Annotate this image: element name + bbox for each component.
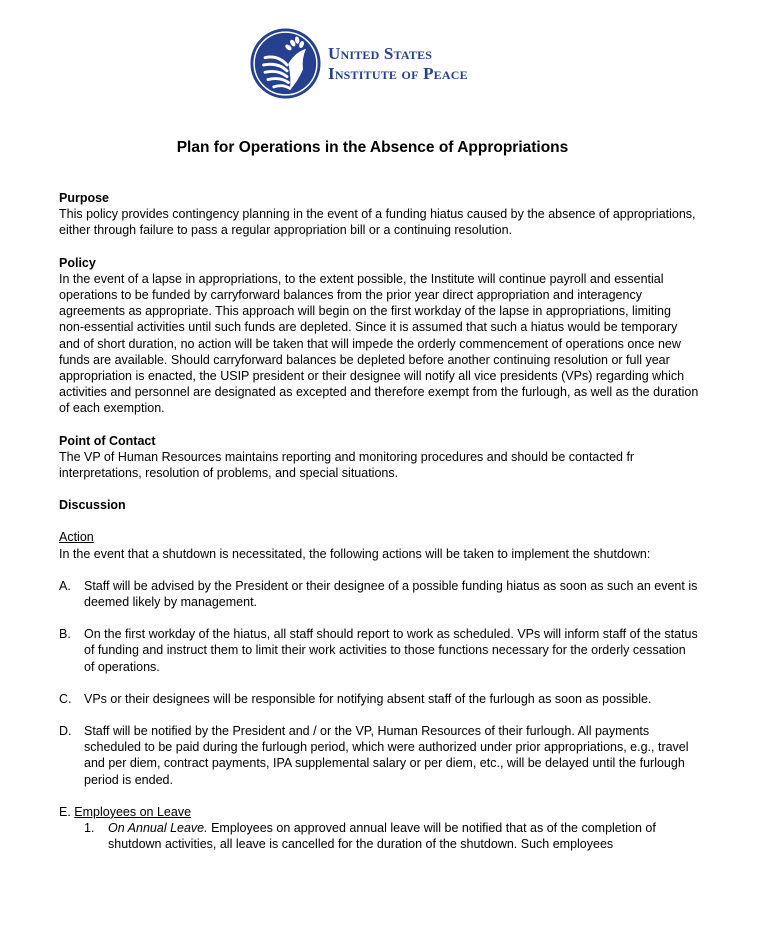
usip-logo <box>249 27 468 100</box>
action-intro: In the event that a shutdown is necessitated, the following actions will be taken to implement the shutdown: <box>59 546 651 561</box>
document-title: Plan for Operations in the Absence of Appropriations <box>176 139 569 156</box>
list-item-label: B. <box>59 627 71 642</box>
sub-list-item-label: 1. <box>84 821 95 836</box>
discussion-heading: Discussion <box>59 498 126 513</box>
logo-line-1: United States <box>328 43 433 63</box>
sub-list-item-body: Employees on approved annual leave will be notified that as of the completion of shutdown activities, all leave is cancelled for the duration of the shutdown. Such employees <box>108 821 656 852</box>
list-item <box>59 691 699 707</box>
list-item <box>59 626 699 675</box>
dove-seal-icon <box>249 27 322 100</box>
sub-list-item <box>84 820 699 852</box>
list-item-text: Staff will be notified by the President and / or the VP, Human Resources of their furlough. All payments scheduled to be paid during the furlough period, which were authorized under prior appropriations, e.g., travel and per diem, contract payments, IPA supplemental salary or per diem, etc., will be delayed until the furlough period is ended. <box>84 724 689 787</box>
list-item-label: D. <box>59 724 72 739</box>
purpose-heading: Purpose <box>59 191 110 205</box>
list-item-e <box>59 804 699 820</box>
contact-text: The VP of Human Resources maintains reporting and monitoring procedures and should be contacted fr interpretations, resolution of problems, and special situations. <box>59 449 635 481</box>
list-item-text: On the first workday of the hiatus, all staff should report to work as scheduled. VPs will inform staff of the status of funding and instruct them to limit their work activities to those functions necessary for the orderly cessation of operations. <box>84 627 698 674</box>
list-item-label: A. <box>59 578 71 593</box>
list-item-text: Staff will be advised by the President or their designee of a possible funding hiatus as soon as such an event is deemed likely by management. <box>84 578 698 610</box>
action-heading: Action <box>59 530 94 545</box>
list-item-label: C. <box>59 691 72 706</box>
employees-on-leave-heading: Employees on Leave <box>74 804 192 819</box>
contact-heading: Point of Contact <box>59 433 156 448</box>
sub-list-item-lead: On Annual Leave. <box>108 821 208 836</box>
sub-list-item-text <box>108 820 699 852</box>
logo-line-2: Institute of Peace <box>328 63 468 83</box>
list-item-text: VPs or their designees will be responsible for notifying absent staff of the furlough as soon as possible. <box>84 691 652 706</box>
document-body <box>59 190 699 853</box>
list-item <box>59 578 699 610</box>
list-item-e-label: E. <box>59 804 71 819</box>
logo-wordmark <box>328 44 468 84</box>
purpose-text: This policy provides contingency planning in the event of a funding hiatus caused by the absence of appropriations, either through failure to pass a regular appropriation bill or a continuing resolution. <box>59 207 696 238</box>
list-item <box>59 723 699 788</box>
policy-text: In the event of a lapse in appropriations, to the extent possible, the Institute will continue payroll and essential operations to be funded by carryforward balances from the prior year direct appropriation and interagency agreements as appropriate. This approach will begin on the first workday of the lapse in appropriations, limiting non-essential activities until such funds are depleted. Since it is assumed that such a hiatus would be temporary and of short duration, no action will be taken that will impede the orderly commencement of operations once new funds are available. Should carryforward balances be depleted before another continuing resolution or full year appropriation is enacted, the USIP president or their designee will notify all vice presidents (VPs) regarding which activities and personnel are designated as excepted and therefore exempt from the furlough, as well as the duration of each exemption. <box>59 271 699 416</box>
policy-heading: Policy <box>59 255 96 270</box>
